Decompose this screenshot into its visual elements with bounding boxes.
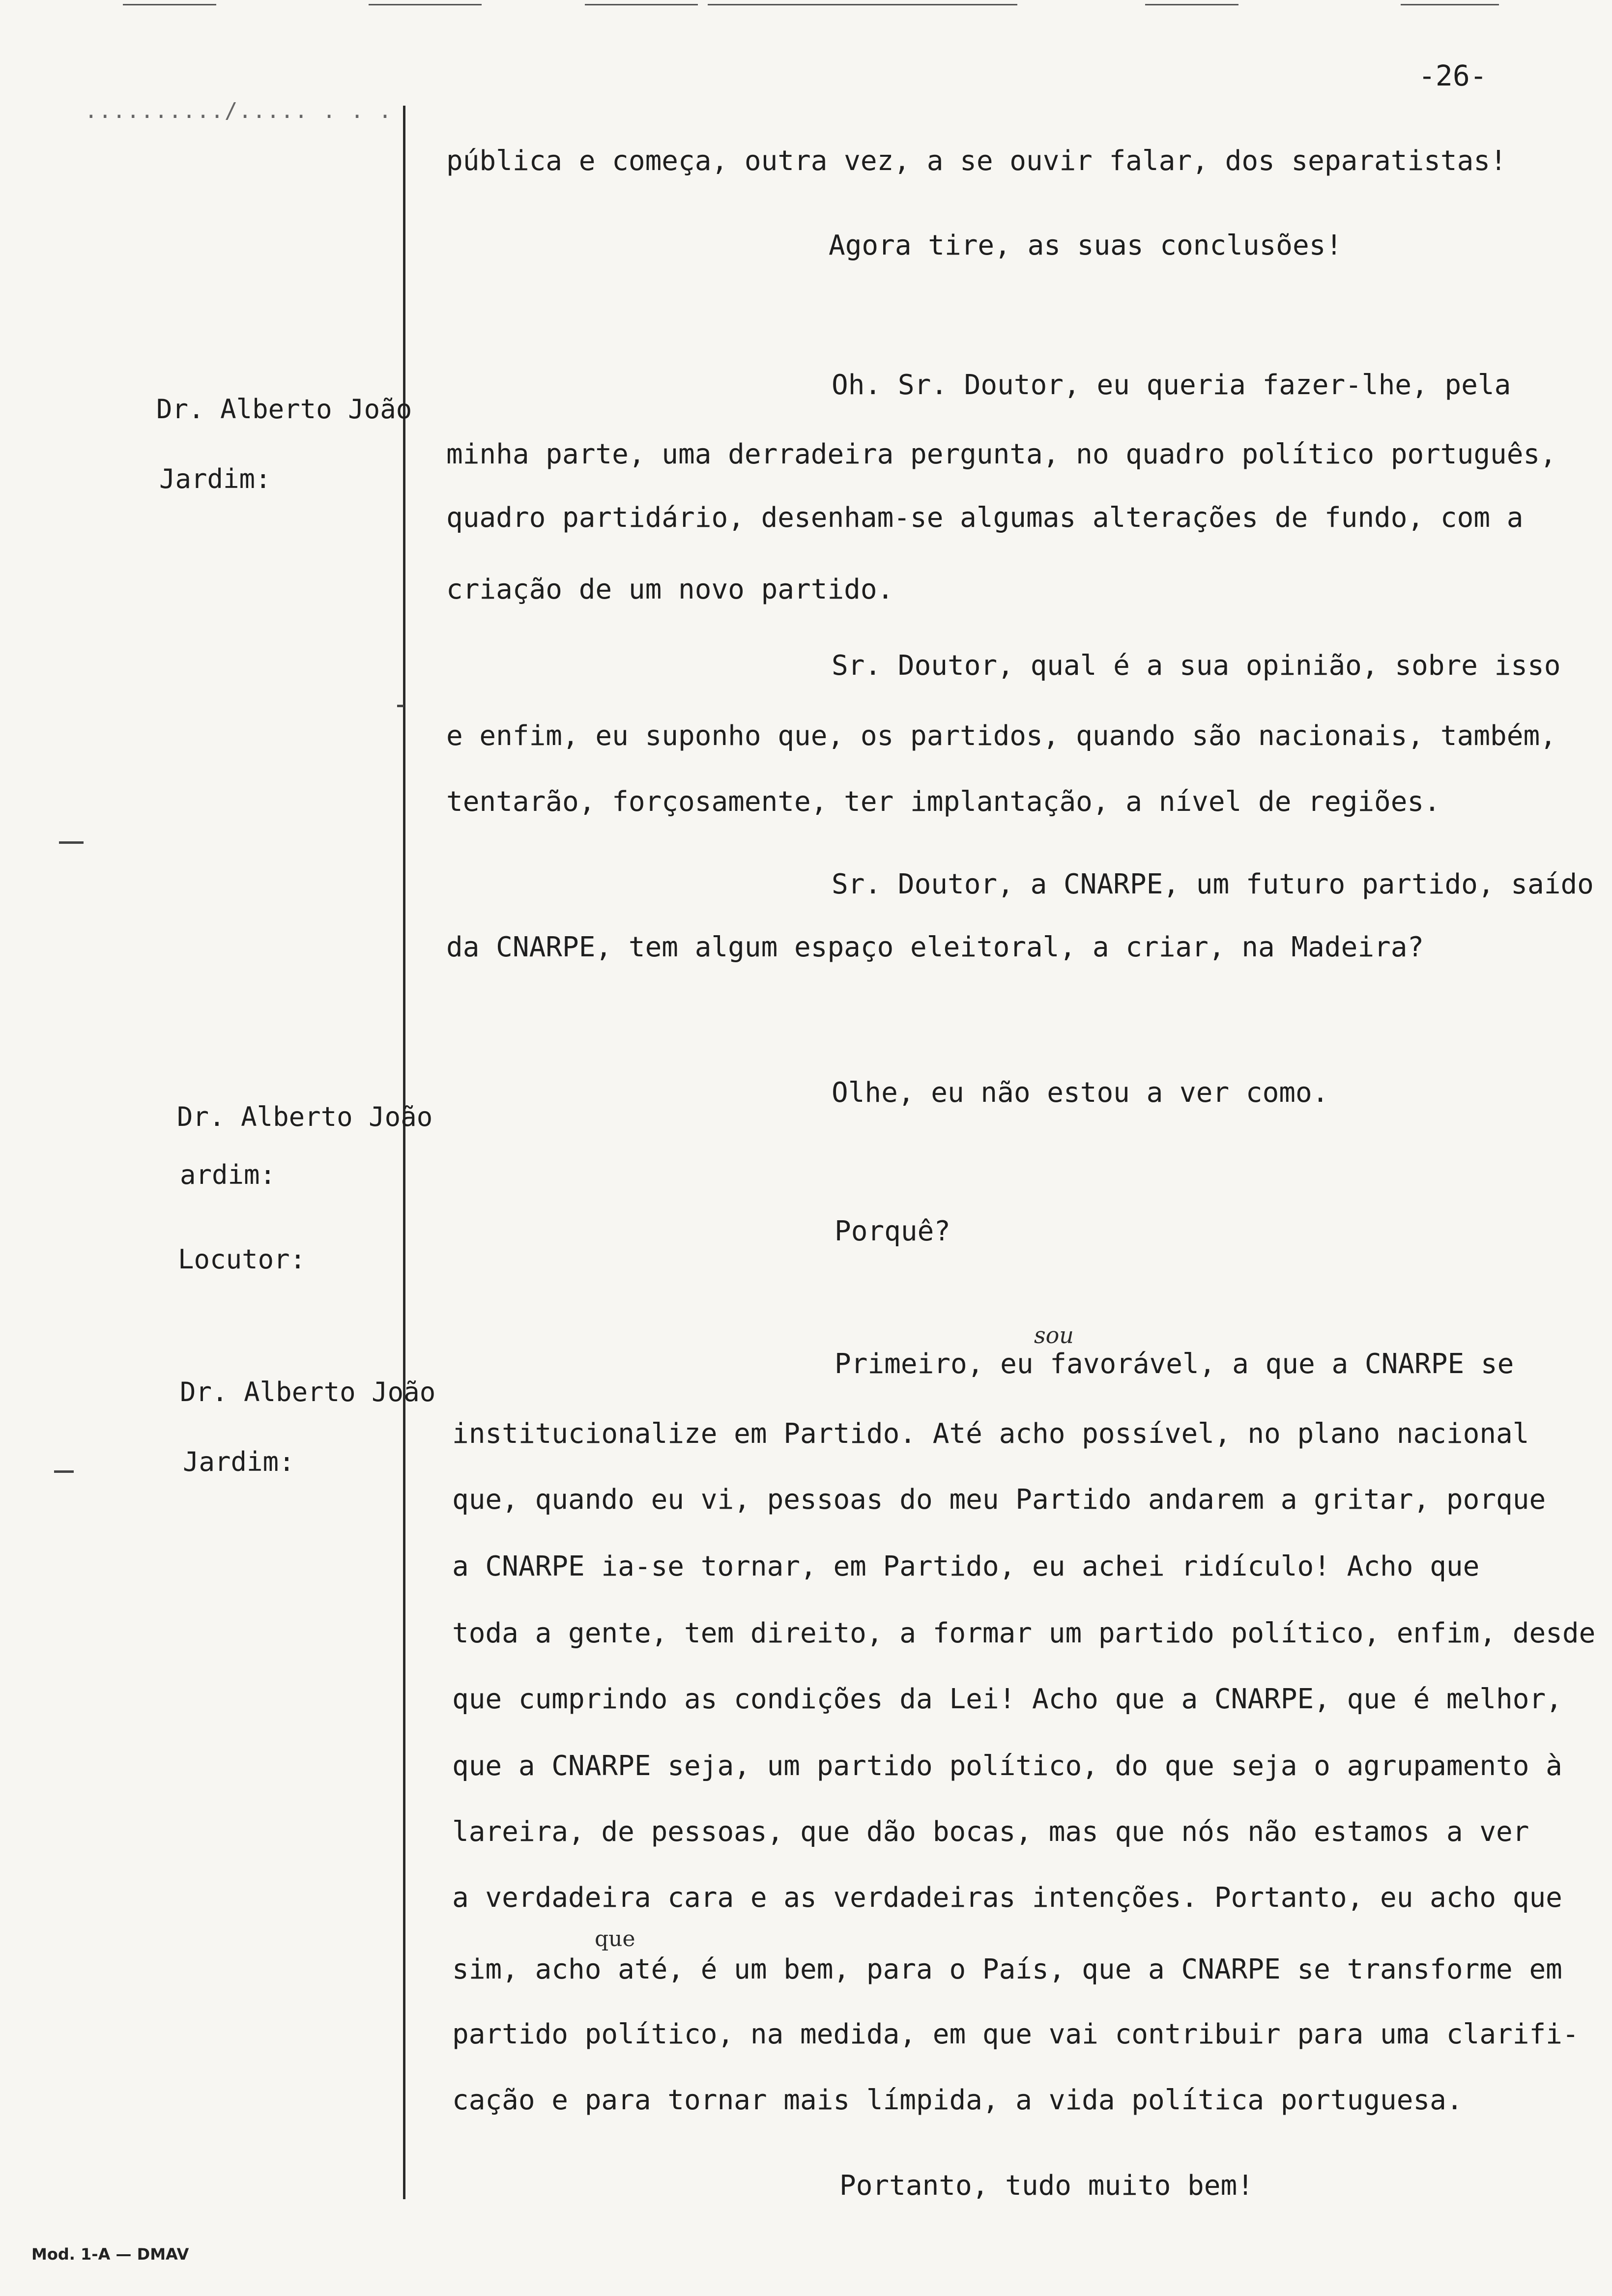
speaker-name-cont: Jardim: <box>159 463 271 494</box>
speaker-name: Locutor: <box>178 1244 306 1275</box>
top-form-line <box>369 4 482 5</box>
text-line: a CNARPE ia-se tornar, em Partido, eu achei ridículo! Acho que <box>452 1550 1480 1582</box>
text-line: e enfim, eu suponho que, os partidos, quando são nacionais, também, <box>446 720 1556 752</box>
margin-tick <box>54 1470 74 1473</box>
text-line: quadro partidário, desenham-se algumas alterações de fundo, com a <box>446 502 1524 534</box>
text-line: Olhe, eu não estou a ver como. <box>832 1077 1329 1109</box>
text-line: criação de um novo partido. <box>446 574 894 605</box>
margin-tick <box>59 841 84 844</box>
top-form-line <box>1145 4 1238 5</box>
speaker-label <box>116 1352 435 1528</box>
page-number: -26- <box>1418 59 1487 92</box>
text-line: Agora tire, as suas conclusões! <box>829 230 1343 261</box>
top-form-line <box>123 4 216 5</box>
text-line: que a CNARPE seja, um partido político, do que seja o agrupamento à <box>452 1750 1562 1782</box>
text-line: que, quando eu vi, pessoas do meu Partido andarem a gritar, porque <box>452 1484 1546 1516</box>
speaker-name: Dr. Alberto João <box>180 1377 436 1407</box>
text-line: pública e começa, outra vez, a se ouvir falar, dos separatistas! <box>446 145 1507 177</box>
text-line: toda a gente, tem direito, a formar um partido político, enfim, desde <box>452 1617 1596 1649</box>
text-line: Sr. Doutor, a CNARPE, um futuro partido, saído <box>832 868 1594 900</box>
text-line: tentarão, forçosamente, ter implantação, a nível de regiões. <box>446 786 1440 818</box>
top-form-line <box>708 4 1017 5</box>
text-line: Primeiro, eu favorável, a que a CNARPE se <box>835 1348 1514 1380</box>
form-code: Mod. 1-A — DMAV <box>31 2245 189 2264</box>
speaker-label <box>114 1220 306 1299</box>
speaker-name: Dr. Alberto João <box>177 1101 433 1132</box>
text-line: a verdadeira cara e as verdadeiras intenções. Portanto, eu acho que <box>452 1882 1562 1914</box>
speaker-label <box>113 1077 432 1241</box>
text-line: Sr. Doutor, qual é a sua opinião, sobre isso <box>832 650 1561 682</box>
top-form-line <box>585 4 698 5</box>
divider-tick <box>397 705 404 707</box>
speaker-name: Dr. Alberto João <box>156 394 412 425</box>
text-line: Oh. Sr. Doutor, eu queria fazer-lhe, pela <box>832 369 1511 401</box>
speaker-name-cont: Jardim: <box>183 1446 295 1477</box>
margin-mark: ........../..... . . . <box>85 98 393 123</box>
text-line: que cumprindo as condições da Lei! Acho que a CNARPE, que é melhor, <box>452 1683 1562 1715</box>
top-form-line <box>1401 4 1499 5</box>
text-line: Portanto, tudo muito bem! <box>839 2170 1254 2202</box>
text-line: da CNARPE, tem algum espaço eleitoral, a criar, na Madeira? <box>446 931 1424 963</box>
text-line: lareira, de pessoas, que dão bocas, mas que nós não estamos a ver <box>452 1816 1529 1848</box>
speaker-name-cont: ardim: <box>180 1159 276 1190</box>
text-line: cação e para tornar mais límpida, a vida política portuguesa. <box>452 2084 1463 2116</box>
speaker-label <box>92 370 412 545</box>
text-line: institucionalize em Partido. Até acho possível, no plano nacional <box>452 1418 1529 1450</box>
text-line: minha parte, uma derradeira pergunta, no quadro político português, <box>446 438 1556 470</box>
text-line: Porquê? <box>835 1215 951 1247</box>
text-line: sim, acho até, é um bem, para o País, que a CNARPE se transforme em <box>452 1953 1562 1985</box>
handwritten-insertion: sou <box>1034 1322 1074 1349</box>
text-line: partido político, na medida, em que vai contribuir para uma clarifi- <box>452 2018 1579 2050</box>
handwritten-insertion: que <box>595 1926 635 1952</box>
